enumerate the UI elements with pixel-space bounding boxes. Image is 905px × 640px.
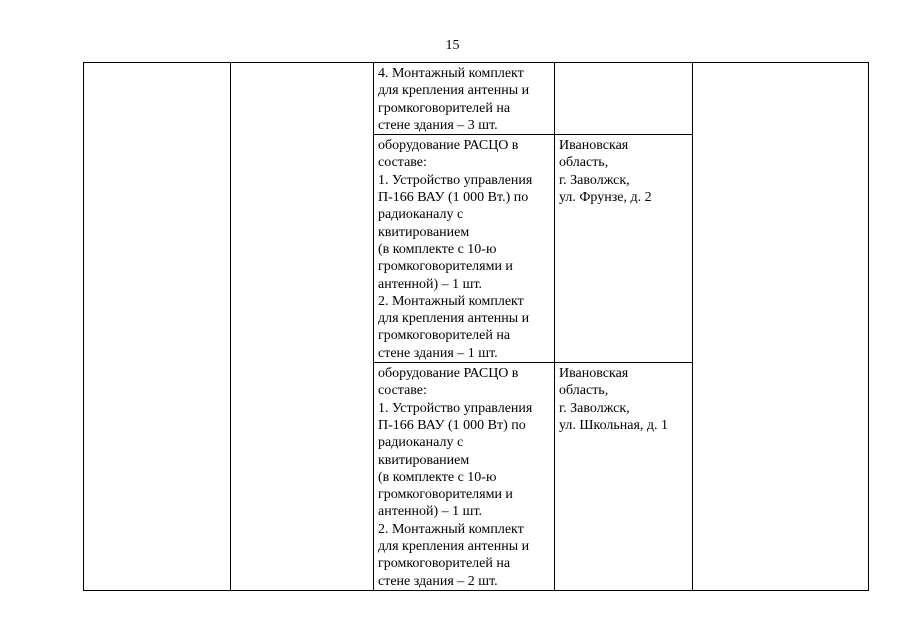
equipment-cell: оборудование РАСЦО в составе: 1. Устройство управления П-166 ВАУ (1 000 Вт.) по радиоканалу с квитированием (в комплекте с 10-ю громкоговорителями и антенной) – 1 шт. 2. Монтажный комплект для крепления антенны и громкоговорителей на стене здания – 1 шт. <box>374 135 555 363</box>
address-cell: Ивановская область, г. Заволжск, ул. Школьная, д. 1 <box>555 363 693 591</box>
address-cell: Ивановская область, г. Заволжск, ул. Фрунзе, д. 2 <box>555 135 693 363</box>
address-cell <box>555 63 693 135</box>
equipment-cell: оборудование РАСЦО в составе: 1. Устройство управления П-166 ВАУ (1 000 Вт) по радиоканалу с квитированием (в комплекте с 10-ю громкоговорителями и антенной) – 1 шт. 2. Монтажный комплект для крепления антенны и громкоговорителей на стене здания – 2 шт. <box>374 363 555 591</box>
equipment-table <box>83 62 869 591</box>
table-cell-empty <box>231 63 374 591</box>
page-number: 15 <box>445 38 460 53</box>
table-cell-empty <box>84 63 231 591</box>
equipment-cell: 4. Монтажный комплект для крепления антенны и громкоговорителей на стене здания – 3 шт. <box>374 63 555 135</box>
table-cell-empty <box>693 63 869 591</box>
table-row <box>84 63 869 135</box>
